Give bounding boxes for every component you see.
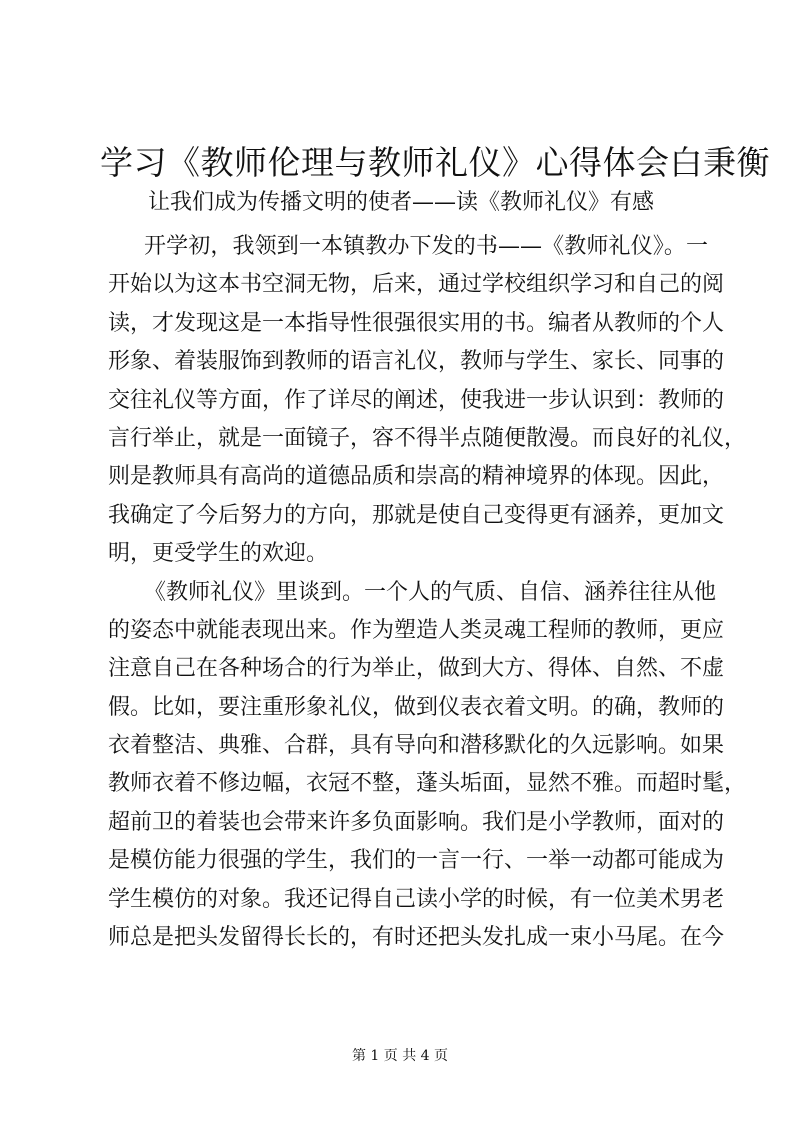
- paragraph-1-line-1: 开学初，我领到一本镇教办下发的书——《教师礼仪》。一: [144, 234, 708, 259]
- paragraph-2-line-8: 是模仿能力很强的学生，我们的一言一行、一举一动都可能成为: [108, 848, 725, 874]
- paragraph-1-line-5: 交往礼仪等方面，作了详尽的阐述，使我进一步认识到：教师的: [108, 387, 725, 413]
- paragraph-2-line-1: 《教师礼仪》里谈到。一个人的气质、自信、涵养往往从他: [144, 579, 717, 605]
- paragraph-2-line-3: 注意自己在各种场合的行为举止，做到大方、得体、自然、不虚: [108, 656, 725, 682]
- paragraph-2-line-9: 学生模仿的对象。我还记得自己读小学的时候，有一位美术男老: [108, 886, 725, 912]
- paragraph-1-line-2: 开始以为这本书空洞无物，后来，通过学校组织学习和自己的阅: [108, 272, 725, 298]
- paragraph-1-line-9: 明，更受学生的欢迎。: [108, 541, 329, 567]
- paragraph-1-line-6: 言行举止，就是一面镜子，容不得半点随便散漫。而良好的礼仪，: [108, 425, 747, 451]
- page-number-footer: 第 1 页 共 4 页: [351, 1048, 449, 1064]
- paragraph-1-line-8: 我确定了今后努力的方向，那就是使自己变得更有涵养，更加文: [108, 502, 725, 528]
- paragraph-1-line-3: 读，才发现这是一本指导性很强很实用的书。编者从教师的个人: [108, 310, 725, 336]
- paragraph-2-line-2: 的姿态中就能表现出来。作为塑造人类灵魂工程师的教师，更应: [108, 617, 725, 643]
- paragraph-2-line-5: 衣着整洁、典雅、合群，具有导向和潜移默化的久远影响。如果: [108, 733, 725, 759]
- paragraph-2-line-10: 师总是把头发留得长长的，有时还把头发扎成一束小马尾。在今: [108, 925, 725, 951]
- paragraph-2-line-6: 教师衣着不修边幅，衣冠不整，蓬头垢面，显然不雅。而超时髦，: [108, 771, 747, 797]
- document-title: 学习《教师伦理与教师礼仪》心得体会白秉衡: [100, 143, 770, 182]
- document-body: [108, 228, 747, 957]
- document-subtitle: 让我们成为传播文明的使者——读《教师礼仪》有感: [148, 190, 655, 215]
- paragraph-1-line-4: 形象、着装服饰到教师的语言礼仪，教师与学生、家长、同事的: [108, 349, 725, 375]
- paragraph-2-line-7: 超前卫的着装也会带来许多负面影响。我们是小学教师，面对的: [108, 809, 725, 835]
- paragraph-1-line-7: 则是教师具有高尚的道德品质和崇高的精神境界的体现。因此，: [108, 464, 725, 490]
- paragraph-2-line-4: 假。比如，要注重形象礼仪，做到仪表衣着文明。的确，教师的: [108, 694, 725, 720]
